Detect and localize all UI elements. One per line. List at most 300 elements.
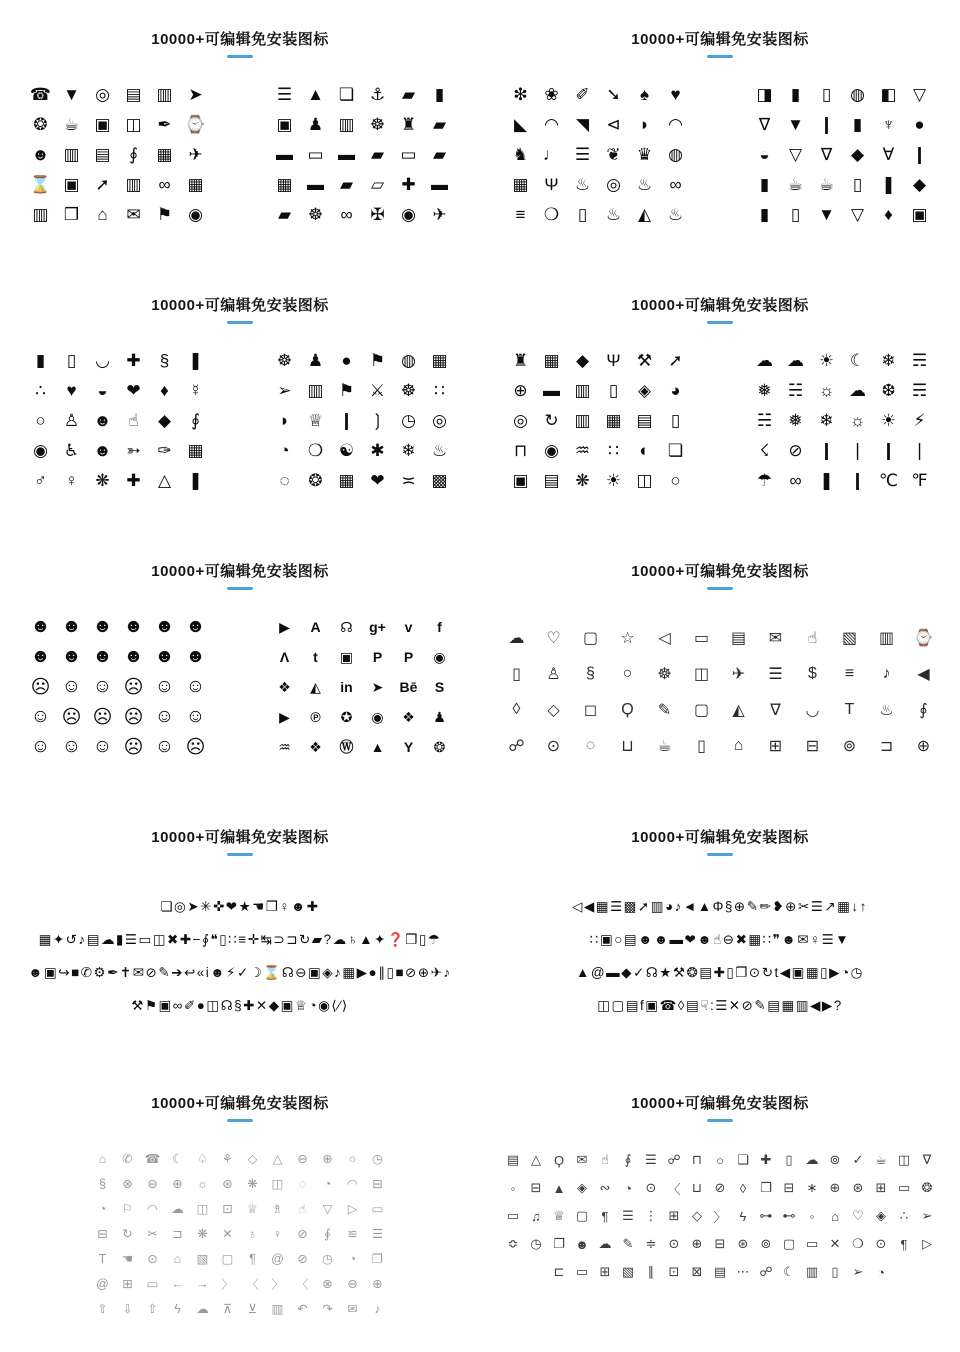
pencil-icon: ✎	[622, 1236, 634, 1251]
money-bag-icon: ◆	[575, 351, 590, 370]
tennis-icon: ◌	[279, 471, 290, 490]
spade-icon: ♤	[196, 1152, 209, 1166]
cloud-line-icon: ◠	[147, 1202, 158, 1216]
cloud-2-icon: ☁	[196, 1302, 209, 1316]
section-title: 10000+可编辑免安装图标	[631, 1095, 809, 1112]
heart-pulse-icon: ♥	[66, 381, 77, 400]
icon-grid-row	[25, 376, 211, 406]
rugby-icon: ●	[341, 351, 352, 370]
icon-grid-row	[25, 612, 211, 642]
baseball-icon: ⚔	[369, 381, 386, 400]
grapes-icon: ❇	[513, 85, 528, 104]
upload-icon: ⇧	[147, 1302, 158, 1316]
pen-icon: ✒	[157, 115, 172, 134]
doc-chart-icon: ▥	[125, 175, 142, 194]
roast-icon: ♨	[605, 205, 622, 224]
pencil-icon: ✎	[657, 702, 672, 719]
forward-icon: 〉	[713, 1209, 727, 1225]
section-outline-ui-icons	[480, 546, 960, 812]
ambulance-icon: ✚	[401, 175, 416, 194]
section-title: 10000+可编辑免安装图标	[631, 31, 809, 48]
hotdog-icon: ☰	[574, 145, 591, 164]
android-icon: ♟	[433, 708, 446, 725]
title-underline	[707, 587, 733, 590]
bottle-icon: ❚	[881, 175, 896, 194]
pretzel-icon: ∞	[669, 175, 682, 194]
redo-icon: ↷	[322, 1302, 333, 1316]
tongue-out-icon: ☺	[61, 676, 82, 697]
down-cloud-icon: ☁	[849, 381, 866, 400]
molecule-icon: ∴	[35, 381, 46, 400]
wheel-icon: ❋	[247, 1177, 258, 1191]
award-icon: ❂	[921, 1180, 933, 1195]
pinterest-icon: P	[372, 649, 383, 665]
hockey-icon: ❳	[370, 411, 385, 430]
highway-icon: ▲	[307, 85, 324, 104]
angry-icon: ☻	[30, 646, 51, 667]
search-icon: ○	[348, 1151, 357, 1166]
pinterest-round-icon: ℗	[310, 709, 321, 725]
wink-icon: ☺	[154, 676, 175, 697]
lightning-icon: ϟ	[174, 1301, 181, 1316]
section-title: 10000+可编辑免安装图标	[631, 829, 809, 846]
chevron-left-icon: 〈	[246, 1277, 259, 1292]
cone-icon: ▲	[552, 1180, 566, 1196]
straw-cup-icon: ▯	[821, 85, 832, 104]
moon-icon: ☾	[783, 1264, 795, 1279]
wordpress-icon: Ⓦ	[339, 739, 354, 755]
cheese-icon: ◣	[513, 115, 528, 134]
heart-ecg-icon: ❤	[126, 381, 141, 400]
icon-grid-row	[749, 346, 935, 376]
icon-grid-row	[269, 346, 455, 376]
pizza-slice-icon: ◭	[637, 205, 652, 224]
globe-2-icon: ⊕	[691, 1236, 703, 1251]
title-underline	[707, 853, 733, 856]
pot-icon: ♨	[667, 205, 684, 224]
trash-icon: ⊟	[372, 1177, 383, 1191]
flag-icon: ⚐	[121, 1202, 134, 1216]
triangle-icon: △	[272, 1152, 283, 1166]
icon-block-pair	[480, 80, 960, 230]
fahrenheit-icon: ℉	[911, 471, 928, 490]
icon-grid-row	[269, 672, 455, 702]
google-plus-icon: g+	[369, 619, 386, 635]
mic-2-icon: ¶	[900, 1236, 908, 1252]
icon-grid-row	[269, 170, 455, 200]
fish-icon: ⊲	[606, 115, 621, 134]
scooter-icon: ☸	[307, 205, 324, 224]
book-icon: ◫	[271, 1177, 284, 1191]
section-title: 10000+可编辑免安装图标	[151, 1095, 329, 1112]
pushpin-icon: ➢	[852, 1264, 864, 1279]
plus-circle-icon: ⊕	[172, 1177, 183, 1191]
trophy-icon: ♕	[553, 1208, 565, 1223]
drop-icon: ◦	[510, 1180, 516, 1196]
cloud-2-icon: ☁	[598, 1236, 612, 1251]
no-sign-icon: ⊘	[788, 441, 803, 460]
cloud-down-icon: ⊻	[247, 1302, 258, 1316]
globe-icon: ⊕	[916, 738, 931, 755]
pear-icon: ❦	[606, 145, 621, 164]
cloud-icon: ☁	[171, 1202, 184, 1216]
eye-icon: ◉	[33, 441, 48, 460]
lollipop-icon: ❍	[543, 205, 560, 224]
glyph-strip-line: ☻▣↪■✆⚙✒✝✉⊘✎➔↩«i☻⚡✓☽⌛☊⊖▣◈♪▦▶●∥▯■⊘⊕✈♪	[28, 965, 452, 980]
icon-grid-row	[480, 656, 960, 692]
section-title: 10000+可编辑免安装图标	[151, 31, 329, 48]
star-icon: ☆	[620, 630, 635, 647]
taxi-icon: ▰	[401, 85, 416, 104]
snow-icon: ❄	[819, 411, 834, 430]
truck-icon: ▮	[434, 85, 445, 104]
flask-icon: △	[531, 1152, 541, 1167]
cab-icon: ▰	[432, 115, 447, 134]
icon-grid-row	[0, 1271, 480, 1296]
usb-icon: ⊷	[782, 1208, 796, 1223]
code-icon: ▢	[575, 1208, 589, 1223]
hoop-icon: ▩	[431, 471, 448, 490]
tooth-icon: ♙	[63, 411, 80, 430]
icon-block	[505, 80, 691, 230]
chat-wide-icon: ◠	[347, 1177, 358, 1191]
icon-grid	[480, 620, 960, 764]
icon-block	[269, 346, 455, 496]
glasses-icon: ∞	[158, 175, 171, 194]
globe-icon: ⊕	[513, 381, 528, 400]
diamond-icon: ◇	[547, 702, 560, 719]
glass-icon: ◧	[880, 85, 897, 104]
house-icon: ⌂	[173, 1251, 182, 1266]
icon-grid-row	[25, 702, 211, 732]
speaker-icon: ◀	[917, 666, 930, 683]
glyph-strip-line: ◁◀▦☰▩➚▥◕♪◄▲Φ§⊕✎✏❥⊕✂☰↗▦↓↑	[572, 899, 868, 914]
chip-icon: ⊞	[599, 1264, 611, 1279]
link-icon: ∮	[624, 1152, 632, 1167]
icon-grid-row	[25, 672, 211, 702]
cart-icon: ▽	[322, 1202, 333, 1216]
dropper-icon: ✑	[157, 441, 172, 460]
wind-cloud-icon: ☴	[911, 351, 928, 370]
section-medical-and-sports-icons	[0, 280, 480, 546]
gear-icon: ☼	[196, 1176, 209, 1191]
noodles-icon: ♨	[574, 175, 591, 194]
dots-icon: ⋮	[644, 1208, 658, 1223]
photo-icon: ▧	[621, 1264, 635, 1279]
mortar-icon: ◡	[95, 351, 110, 370]
tag-icon: ◊	[739, 1180, 747, 1196]
pie-icon: ◍	[668, 145, 683, 164]
icon-grid-row	[480, 1230, 960, 1258]
stats-icon: ▥	[574, 411, 591, 430]
icon-grid-row	[269, 140, 455, 170]
icon-grid-row	[269, 642, 455, 672]
icon-block-pair	[0, 612, 480, 762]
badge-icon: ♗	[271, 1202, 284, 1216]
snow-cloud-icon: ❄	[881, 351, 896, 370]
calendar-icon: ⊞	[122, 1277, 133, 1291]
inbox-icon: ⊔	[621, 738, 634, 755]
deviantart-icon: ◭	[310, 678, 321, 695]
section-office-and-transport-icons	[0, 14, 480, 280]
icon-grid-row	[505, 140, 691, 170]
icon-block-pair	[0, 346, 480, 496]
coffee-icon: ☕	[657, 738, 672, 755]
bicycle-icon: ☸	[369, 115, 386, 134]
icon-grid-row	[269, 702, 455, 732]
coupe-icon: ▬	[431, 175, 448, 194]
bulb-icon: Ϙ	[553, 1152, 565, 1168]
graph-icon: ∾	[599, 1180, 611, 1195]
icon-grid-row	[25, 140, 211, 170]
nodes-icon: ∴	[899, 1208, 909, 1223]
torch-icon: ▭	[805, 1236, 819, 1251]
cog-icon: ⊛	[222, 1177, 233, 1191]
icon-grid-row	[269, 80, 455, 110]
popsicle-icon: ▮	[759, 205, 770, 224]
picasa-icon: ❂	[433, 738, 446, 755]
search-icon: ○	[670, 471, 681, 490]
next-icon: 〉	[271, 1277, 284, 1292]
ferry-icon: ♜	[400, 115, 417, 134]
icon-grid-row	[25, 436, 211, 466]
unlock-icon: ⊓	[513, 441, 528, 460]
mad-icon: ☹	[123, 676, 144, 698]
chart-icon: ▥	[271, 1302, 284, 1316]
crown-icon: ♛	[636, 145, 653, 164]
silly-icon: ☺	[185, 676, 206, 697]
note-icon: ♪	[374, 1301, 381, 1316]
tag-icon: ◊	[512, 701, 521, 718]
section-emoji-and-social-icons	[0, 546, 480, 812]
camera-icon: ◫	[897, 1152, 911, 1167]
watermelon-icon: ◗	[639, 115, 650, 134]
id-card-icon: ▣	[63, 175, 80, 194]
target-icon: ◎	[513, 411, 528, 430]
grin-icon: ☻	[61, 616, 82, 637]
like-icon: ☝	[601, 1152, 609, 1167]
wheelchair-icon: ♿	[63, 441, 80, 460]
grooveshark-icon: ◉	[371, 708, 384, 725]
book-icon: ▯	[785, 1152, 793, 1167]
glad-icon: ☺	[185, 706, 206, 727]
coconut-icon: ●	[914, 115, 925, 134]
books-icon: ▥	[32, 205, 49, 224]
champagne-icon: ♆	[882, 115, 895, 134]
pause-icon: ∥	[647, 1264, 655, 1279]
world-map-icon: ♒	[574, 441, 591, 460]
shuttlecock-icon: ❄	[401, 441, 416, 460]
icon-grid-row	[480, 1202, 960, 1230]
cursor-icon: ➢	[921, 1208, 933, 1223]
clipboard-icon: ▥	[63, 145, 80, 164]
gear-icon: ☸	[657, 666, 672, 683]
camera-2-icon: ⊡	[222, 1202, 233, 1216]
phone-icon: ▯	[831, 1264, 839, 1279]
time-icon: ◔	[877, 1264, 885, 1280]
icon-block	[749, 346, 935, 496]
expand-icon: ⊕	[372, 1277, 383, 1291]
trophy-icon: ♕	[307, 411, 324, 430]
patient-icon: ☻	[93, 441, 112, 460]
med-cart-icon: ▦	[187, 441, 204, 460]
paperclip-icon: ∮	[129, 145, 138, 164]
linkedin-icon: in	[340, 679, 353, 695]
laptop-icon: ▭	[371, 1202, 384, 1216]
home-icon: ⌂	[98, 1151, 107, 1166]
icon-grid-row	[25, 732, 211, 762]
icon-grid-row	[25, 170, 211, 200]
close-circle-icon: ⊗	[122, 1177, 133, 1191]
title-underline	[227, 1119, 253, 1122]
image-icon: ▧	[196, 1252, 209, 1266]
ship-icon: ⚓	[369, 85, 386, 104]
shield-2-icon: ◈	[876, 1208, 886, 1223]
icon-block	[749, 80, 935, 230]
shield-icon: ◐	[639, 441, 650, 460]
t-shirt-icon: Τ	[98, 1251, 107, 1266]
dart-icon: ➢	[277, 381, 292, 400]
icon-grid-row	[269, 200, 455, 230]
golf-icon: ⚑	[369, 351, 386, 370]
icon-grid-row	[505, 110, 691, 140]
arrow-right-icon: →	[196, 1276, 209, 1291]
mouse-icon: ☍	[759, 1264, 773, 1279]
flashlight-icon: ▭	[506, 1208, 520, 1223]
downpour-icon: ☵	[756, 411, 773, 430]
knot-icon: ❋	[197, 1227, 208, 1241]
carrot-icon: ✐	[575, 85, 590, 104]
banknote-icon: ▬	[543, 381, 560, 400]
surprised-icon: ☻	[185, 616, 206, 637]
icon-grid-row	[0, 1221, 480, 1246]
icon-grid-row	[749, 140, 935, 170]
section-title: 10000+可编辑免安装图标	[151, 829, 329, 846]
soundcloud-icon: ♒	[278, 738, 291, 755]
diamond-icon: ◇	[247, 1152, 258, 1166]
award-icon: ❂	[33, 115, 48, 134]
laugh-icon: ☻	[92, 616, 113, 637]
cd-icon: ⊚	[829, 1152, 841, 1167]
helicopter-icon: ✠	[370, 205, 385, 224]
pitch-icon: ▥	[307, 381, 324, 400]
target-icon: ◎	[95, 85, 110, 104]
lorry-icon: ▭	[400, 145, 417, 164]
thunder-cloud-icon: ⚡	[913, 411, 926, 430]
icon-grid-row	[505, 466, 691, 496]
scissors-icon: ✂	[147, 1227, 158, 1241]
megaphone-icon: ◁	[658, 630, 671, 647]
refresh-icon: ↻	[122, 1227, 133, 1241]
paper-plane-icon: ✈	[731, 666, 746, 683]
floppy-icon: ▣	[94, 115, 111, 134]
icon-grid-row	[25, 110, 211, 140]
copy-icon: ❐	[760, 1180, 772, 1195]
atom-icon: ❋	[95, 471, 110, 490]
icon-grid-row	[269, 436, 455, 466]
laptop-icon: ▤	[125, 85, 142, 104]
cone-icon: ▼	[818, 205, 835, 224]
rows-icon: ☰	[622, 1208, 634, 1223]
cable-car-icon: ♟	[307, 115, 324, 134]
champagne-bucket-icon: ◆	[912, 175, 927, 194]
icon-grid-row	[480, 1258, 960, 1286]
thermometer-icon: ❚	[188, 471, 203, 490]
trash-icon: ▯	[670, 411, 681, 430]
grid-icon: ⊞	[668, 1208, 680, 1223]
icon-grid-row	[480, 728, 960, 764]
seedling-icon: ♀	[272, 1226, 283, 1241]
section-solid-glyph-strip-right	[480, 812, 960, 1078]
pizza-icon: ◥	[575, 115, 590, 134]
download-icon: ⇩	[122, 1302, 133, 1316]
coin-icon: ◉	[544, 441, 559, 460]
copy-icon: ❐	[371, 1252, 384, 1266]
block-icon: ⊘	[297, 1252, 308, 1266]
card-icon: ▤	[543, 471, 560, 490]
thumbs-up-icon: ☝	[298, 1202, 307, 1216]
radish-icon: ❀	[544, 85, 559, 104]
drizzle-icon: ❆	[881, 381, 896, 400]
bulb-icon: Ϙ	[621, 701, 634, 718]
football-icon: ◗	[279, 411, 290, 430]
dartboard-icon: ◉	[188, 205, 203, 224]
currency-cycle-icon: ↻	[544, 411, 559, 430]
pepper-icon: ♥	[670, 85, 681, 104]
ice-lolly-icon: ▯	[790, 205, 801, 224]
smoothie-icon: ◍	[850, 85, 865, 104]
nurse-cap-icon: ◒	[97, 381, 108, 400]
glyph-strip-line: ❏◎➤✳✜❤★☚❐♀☻✚	[160, 899, 320, 914]
icon-grid-row	[0, 1246, 480, 1271]
droplet-icon: ◦	[809, 1208, 815, 1224]
male-icon: ♂	[34, 471, 47, 490]
section-food-and-drink-icons	[480, 14, 960, 280]
calendar-icon: ⊞	[875, 1180, 887, 1195]
briefcase-icon: ⊏	[553, 1264, 565, 1279]
cloud-up-icon: ⊼	[222, 1302, 233, 1316]
icon-grid-row	[749, 200, 935, 230]
bottle-icon: ❙	[339, 411, 354, 430]
podium-icon: ▦	[431, 351, 448, 370]
pills-icon: ✱	[370, 441, 385, 460]
airplane-icon: ✈	[432, 205, 447, 224]
phone-icon: ✆	[122, 1152, 133, 1166]
image-icon: ▧	[841, 630, 858, 647]
gloomy-icon: ☹	[123, 736, 144, 758]
icon-grid-row	[0, 1146, 480, 1171]
pin-icon: ☍	[508, 738, 525, 755]
sad-icon: ☻	[154, 646, 175, 667]
scales-icon: Ψ	[606, 351, 621, 370]
dumbbell-icon: ≍	[401, 471, 416, 490]
coin-icon: ⊙	[668, 1236, 680, 1251]
bandage-icon: ▭	[575, 1264, 589, 1279]
phone-icon: ▯	[697, 738, 706, 755]
file-icon: ❐	[553, 1236, 565, 1251]
icon-grid-row	[749, 110, 935, 140]
smiley-icon: ☺	[30, 706, 51, 727]
section-title: 10000+可编辑免安装图标	[631, 297, 809, 314]
folder-icon: ❒	[63, 205, 80, 224]
calendar-icon: ▦	[187, 175, 204, 194]
bag-icon: ⊔	[691, 1180, 703, 1195]
tie-icon: ▼	[63, 85, 80, 104]
trash-icon: ▯	[512, 666, 521, 683]
heart-rate-icon: ❤	[370, 471, 385, 490]
tanker-icon: ▰	[432, 145, 447, 164]
clock-icon: ◷	[372, 1152, 383, 1166]
